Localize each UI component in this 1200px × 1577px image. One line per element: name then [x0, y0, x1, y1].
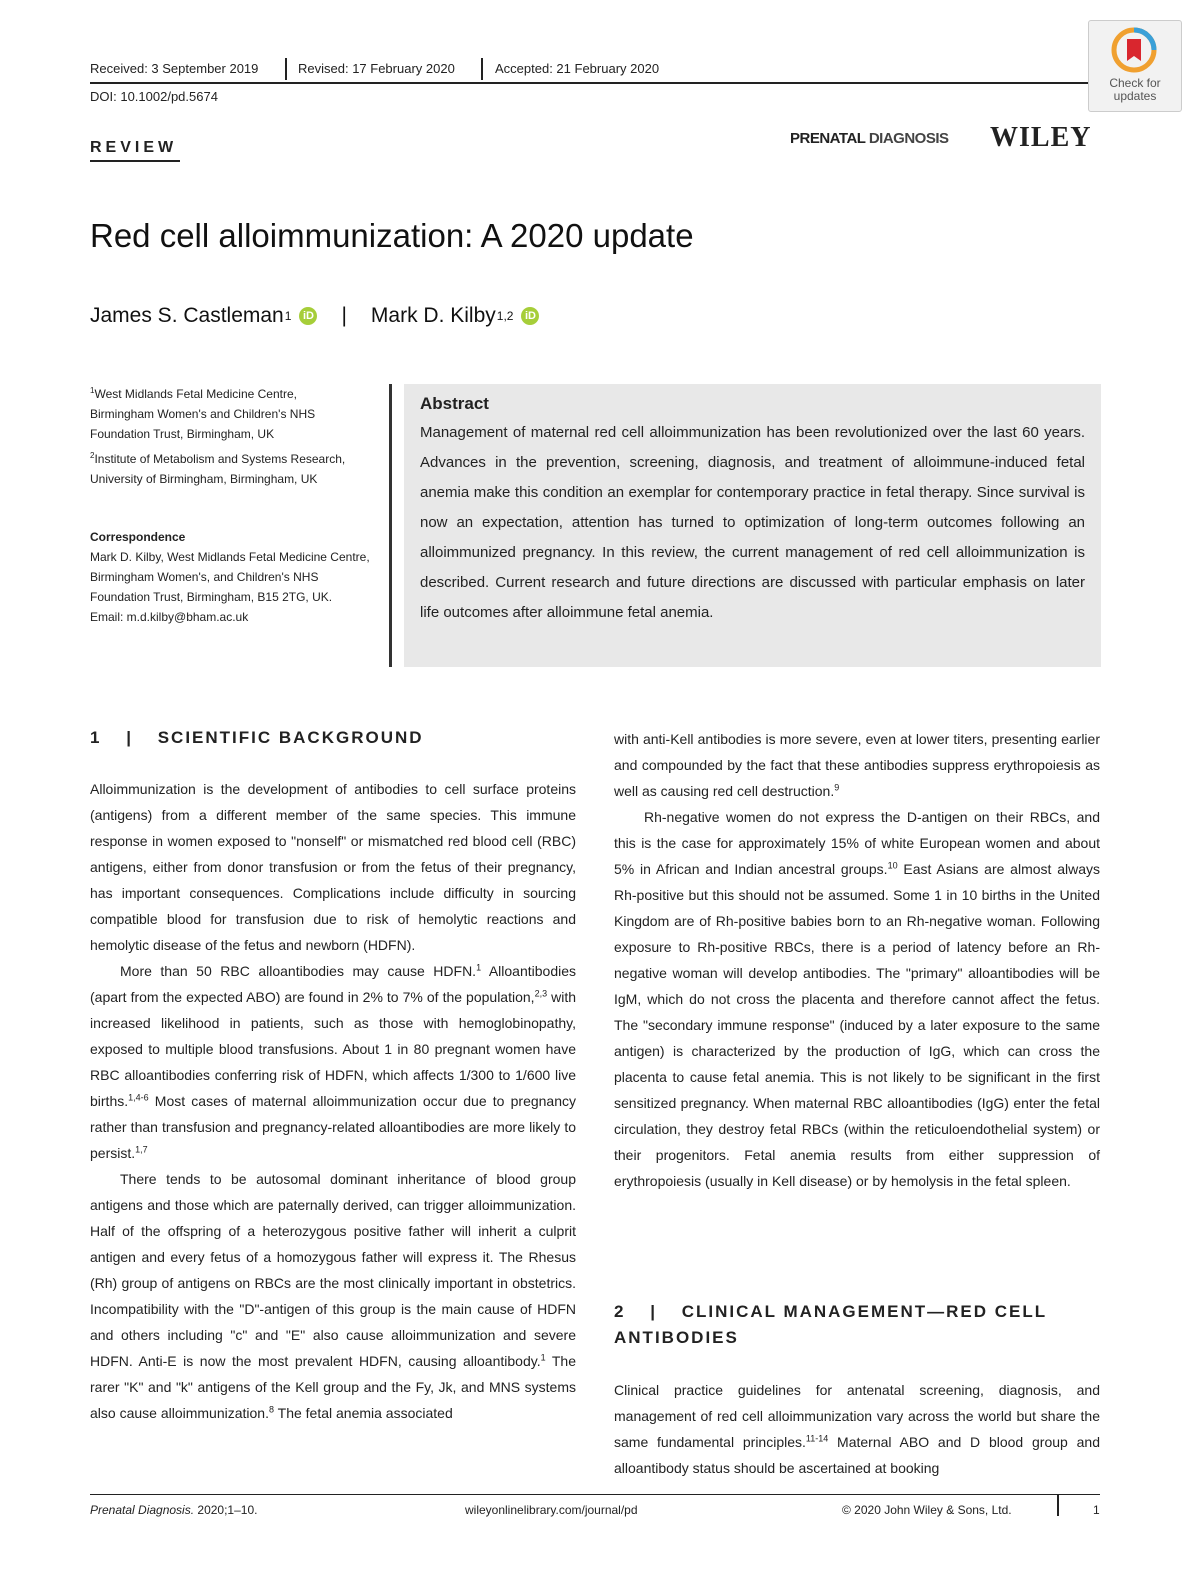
paragraph [90, 958, 576, 1166]
citation-ref[interactable]: 1 [540, 1352, 546, 1363]
paragraph [614, 726, 1100, 804]
text-run: The fetal anemia associated [274, 1405, 453, 1421]
affiliation-text: West Midlands Fetal Medicine Centre, Birmingham Women's and Children's NHS Foundation Trust, Birmingham, UK [90, 387, 316, 441]
author-affiliation-marker: 1 [284, 309, 292, 323]
affiliation-marker: 2 [90, 451, 95, 460]
publisher-logo: WILEY [990, 122, 1092, 153]
header-rule [90, 82, 1090, 84]
footer-volume: 2020;1–10. [194, 1503, 258, 1517]
footer-citation [90, 1503, 257, 1517]
section-2-heading [614, 1299, 1047, 1351]
citation-ref[interactable]: 1,7 [135, 1144, 148, 1155]
paragraph [614, 1377, 1100, 1481]
text-run: There tends to be autosomal dominant inheritance of blood group antigens and those which are paternally derived, can trigger alloimmunization. Half of the offspring of a heterozygous positive father will inherit a culprit antigen and every fetus of a homozygous father will express it. The Rhesus (Rh) group of antigens on RBCs are the most clinically important in obstetrics. Incompatibility with the "D"-antigen of this group is the main cause of HDFN and others including "c" and "E" also cause alloimmunization and severe HDFN. Anti-E is now the most prevalent HDFN, causing alloantibody. [90, 1171, 576, 1369]
orcid-icon[interactable]: iD [299, 307, 317, 325]
journal-logo-part2: DIAGNOSIS [868, 130, 949, 147]
journal-logo [790, 130, 949, 147]
footer-divider [1057, 1494, 1059, 1516]
affiliation-marker: 1 [90, 386, 95, 395]
footer-url[interactable]: wileyonlinelibrary.com/journal/pd [465, 1503, 638, 1517]
author-affiliation-marker: 1,2 [496, 309, 514, 323]
received-date: Received: 3 September 2019 [90, 61, 259, 76]
citation-ref[interactable]: 8 [268, 1404, 274, 1415]
text-run: with increased likelihood in patients, such as those with hemoglobinopathy, exposed to multiple blood transfusions. About 1 in 80 pregnant women have RBC alloantibodies conferring risk of HDFN, which affects 1/300 to 1/600 live births. [90, 989, 576, 1109]
author-name[interactable]: James S. Castleman [90, 304, 284, 327]
doi[interactable]: DOI: 10.1002/pd.5674 [90, 89, 218, 104]
paragraph [614, 804, 1100, 1194]
text-run: Alloantibodies (apart from the expected ABO) are found in 2% to 7% of the population, [90, 963, 577, 1005]
journal-logo-part1: PRENATAL [790, 130, 866, 147]
paragraph [90, 1166, 576, 1426]
text-run: Clinical practice guidelines for antenatal screening, diagnosis, and management of red cell alloimmunization vary across the world but share the same fundamental principles. [614, 1382, 1100, 1450]
abstract-divider [389, 384, 392, 667]
orcid-icon[interactable]: iD [521, 307, 539, 325]
footer-copyright: © 2020 John Wiley & Sons, Ltd. [842, 1503, 1012, 1517]
correspondence-address: Mark D. Kilby, West Midlands Fetal Medicine Centre, Birmingham Women's, and Children's NHS Foundation Trust, Birmingham, B15 2TG, UK. [90, 550, 370, 604]
citation-ref[interactable]: 10 [887, 860, 898, 871]
citation-ref[interactable]: 11-14 [805, 1433, 829, 1444]
accepted-date: Accepted: 21 February 2020 [495, 61, 660, 76]
text-run: Rh-negative women do not express the D-antigen on their RBCs, and this is the case for approximately 15% of white European women and about 5% in African and Indian ancestral groups. [614, 809, 1100, 877]
check-updates-line2: updates [1113, 89, 1157, 103]
text-run: Maternal ABO and D blood group and alloantibody status should be ascertained at booking [614, 1434, 1100, 1476]
check-updates-line1: Check for [1109, 76, 1161, 90]
correspondence-email[interactable]: Email: m.d.kilby@bham.ac.uk [90, 610, 249, 624]
text-run: More than 50 RBC alloantibodies may cause HDFN. [120, 963, 477, 979]
author-separator: | [341, 304, 347, 327]
abstract-box [404, 384, 1101, 667]
author-name[interactable]: Mark D. Kilby [370, 304, 496, 327]
affiliation-1 [90, 381, 362, 444]
citation-ref[interactable]: 1 [476, 962, 482, 973]
correspondence [90, 527, 375, 627]
abstract-heading: Abstract [420, 394, 489, 413]
section-title: SCIENTIFIC BACKGROUND [157, 728, 424, 747]
article-type-underline [90, 160, 180, 162]
text-run: Most cases of maternal alloimmunization occur due to pregnancy rather than transfusion and pregnancy-related alloantibodies are more likely to persist. [90, 1093, 576, 1161]
check-updates-icon [1111, 27, 1157, 73]
text-run: East Asians are almost always Rh-positive but this should not be assumed. Some 1 in 10 births in the United Kingdom are of Rh-positive babies born to an Rh-negative woman. Following exposure to Rh-positive RBCs, there is a period of latency before an Rh-negative woman will develop antibodies. The "primary" alloantibodies will be IgM, which do not cross the placenta and therefore cannot affect the fetus. The "secondary immune response" (induced by a later exposure to the same antigen) is characterized by the production of IgG, which can cross the placenta to cause fetal anemia. This is not likely to be significant in the first sensitized pregnancy. When maternal RBC alloantibodies (IgG) enter the fetal circulation, they destroy fetal RBCs (within the reticuloendothelial system) or their progenitors. Fetal anemia results from either suppression of erythropoiesis (usually in Kell disease) or by hemolysis in the fetal spleen. [614, 861, 1100, 1189]
footer-journal: Prenatal Diagnosis. [90, 1503, 195, 1517]
section-bar: | [126, 728, 133, 747]
header-divider [481, 58, 483, 80]
header-divider [285, 58, 287, 80]
left-column [90, 776, 576, 1426]
article-type: REVIEW [90, 139, 178, 156]
author-list [90, 304, 539, 328]
correspondence-heading: Correspondence [90, 530, 186, 544]
right-column [614, 726, 1100, 1194]
section-number: 1 [90, 728, 102, 747]
paragraph: Alloimmunization is the development of antibodies to cell surface proteins (antigens) from a different member of the same species. This immune response in women exposed to "nonself" or mismatched red blood cell (RBC) antigens, either from donor transfusion or from the fetus of their pregnancy, has important consequences. Complications include difficulty in sourcing compatible blood for transfusion due to risk of hemolytic reactions and hemolytic disease of the fetus and newborn (HDFN). [90, 781, 576, 953]
revised-date: Revised: 17 February 2020 [298, 61, 455, 76]
section-bar: | [650, 1302, 657, 1321]
abstract-text: Management of maternal red cell alloimmunization has been revolutionized over the last 60 years. Advances in the prevention, screening, diagnosis, and treatment of alloimmune-induced fetal anemia make this condition an exemplar for contemporary practice in fetal therapy. Since survival is now an expectation, attention has turned to optimization of long-term outcomes following an alloimmunized pregnancy. In this review, the current management of red cell alloimmunization is described. Current research and future directions are discussed with particular emphasis on later life outcomes after alloimmune fetal anemia. [420, 424, 1085, 621]
section-1-heading [90, 728, 424, 748]
section-2-body [614, 1377, 1100, 1481]
citation-ref[interactable]: 9 [834, 782, 840, 793]
check-updates-label [1089, 77, 1181, 103]
text-run: with anti-Kell antibodies is more severe, even at lower titers, presenting earlier and compounded by the fact that these antibodies suppress erythropoiesis as well as causing red cell destruction. [614, 731, 1100, 799]
section-number: 2 [614, 1302, 626, 1321]
page-number: 1 [1093, 1503, 1100, 1517]
section-title: ANTIBODIES [614, 1328, 739, 1347]
citation-ref[interactable]: 1,4-6 [128, 1092, 149, 1103]
citation-ref[interactable]: 2,3 [534, 988, 548, 999]
check-for-updates-button[interactable] [1088, 20, 1182, 112]
affiliation-2 [90, 446, 362, 489]
section-title: CLINICAL MANAGEMENT—RED CELL [681, 1302, 1048, 1321]
article-title: Red cell alloimmunization: A 2020 update [90, 217, 694, 254]
text-run: The rarer "K" and "k" antigens of the Kell group and the Fy, Jk, and MNS systems also cause alloimmunization. [90, 1353, 576, 1421]
footer-rule [90, 1494, 1100, 1495]
affiliation-text: Institute of Metabolism and Systems Research, University of Birmingham, Birmingham, UK [90, 452, 346, 486]
